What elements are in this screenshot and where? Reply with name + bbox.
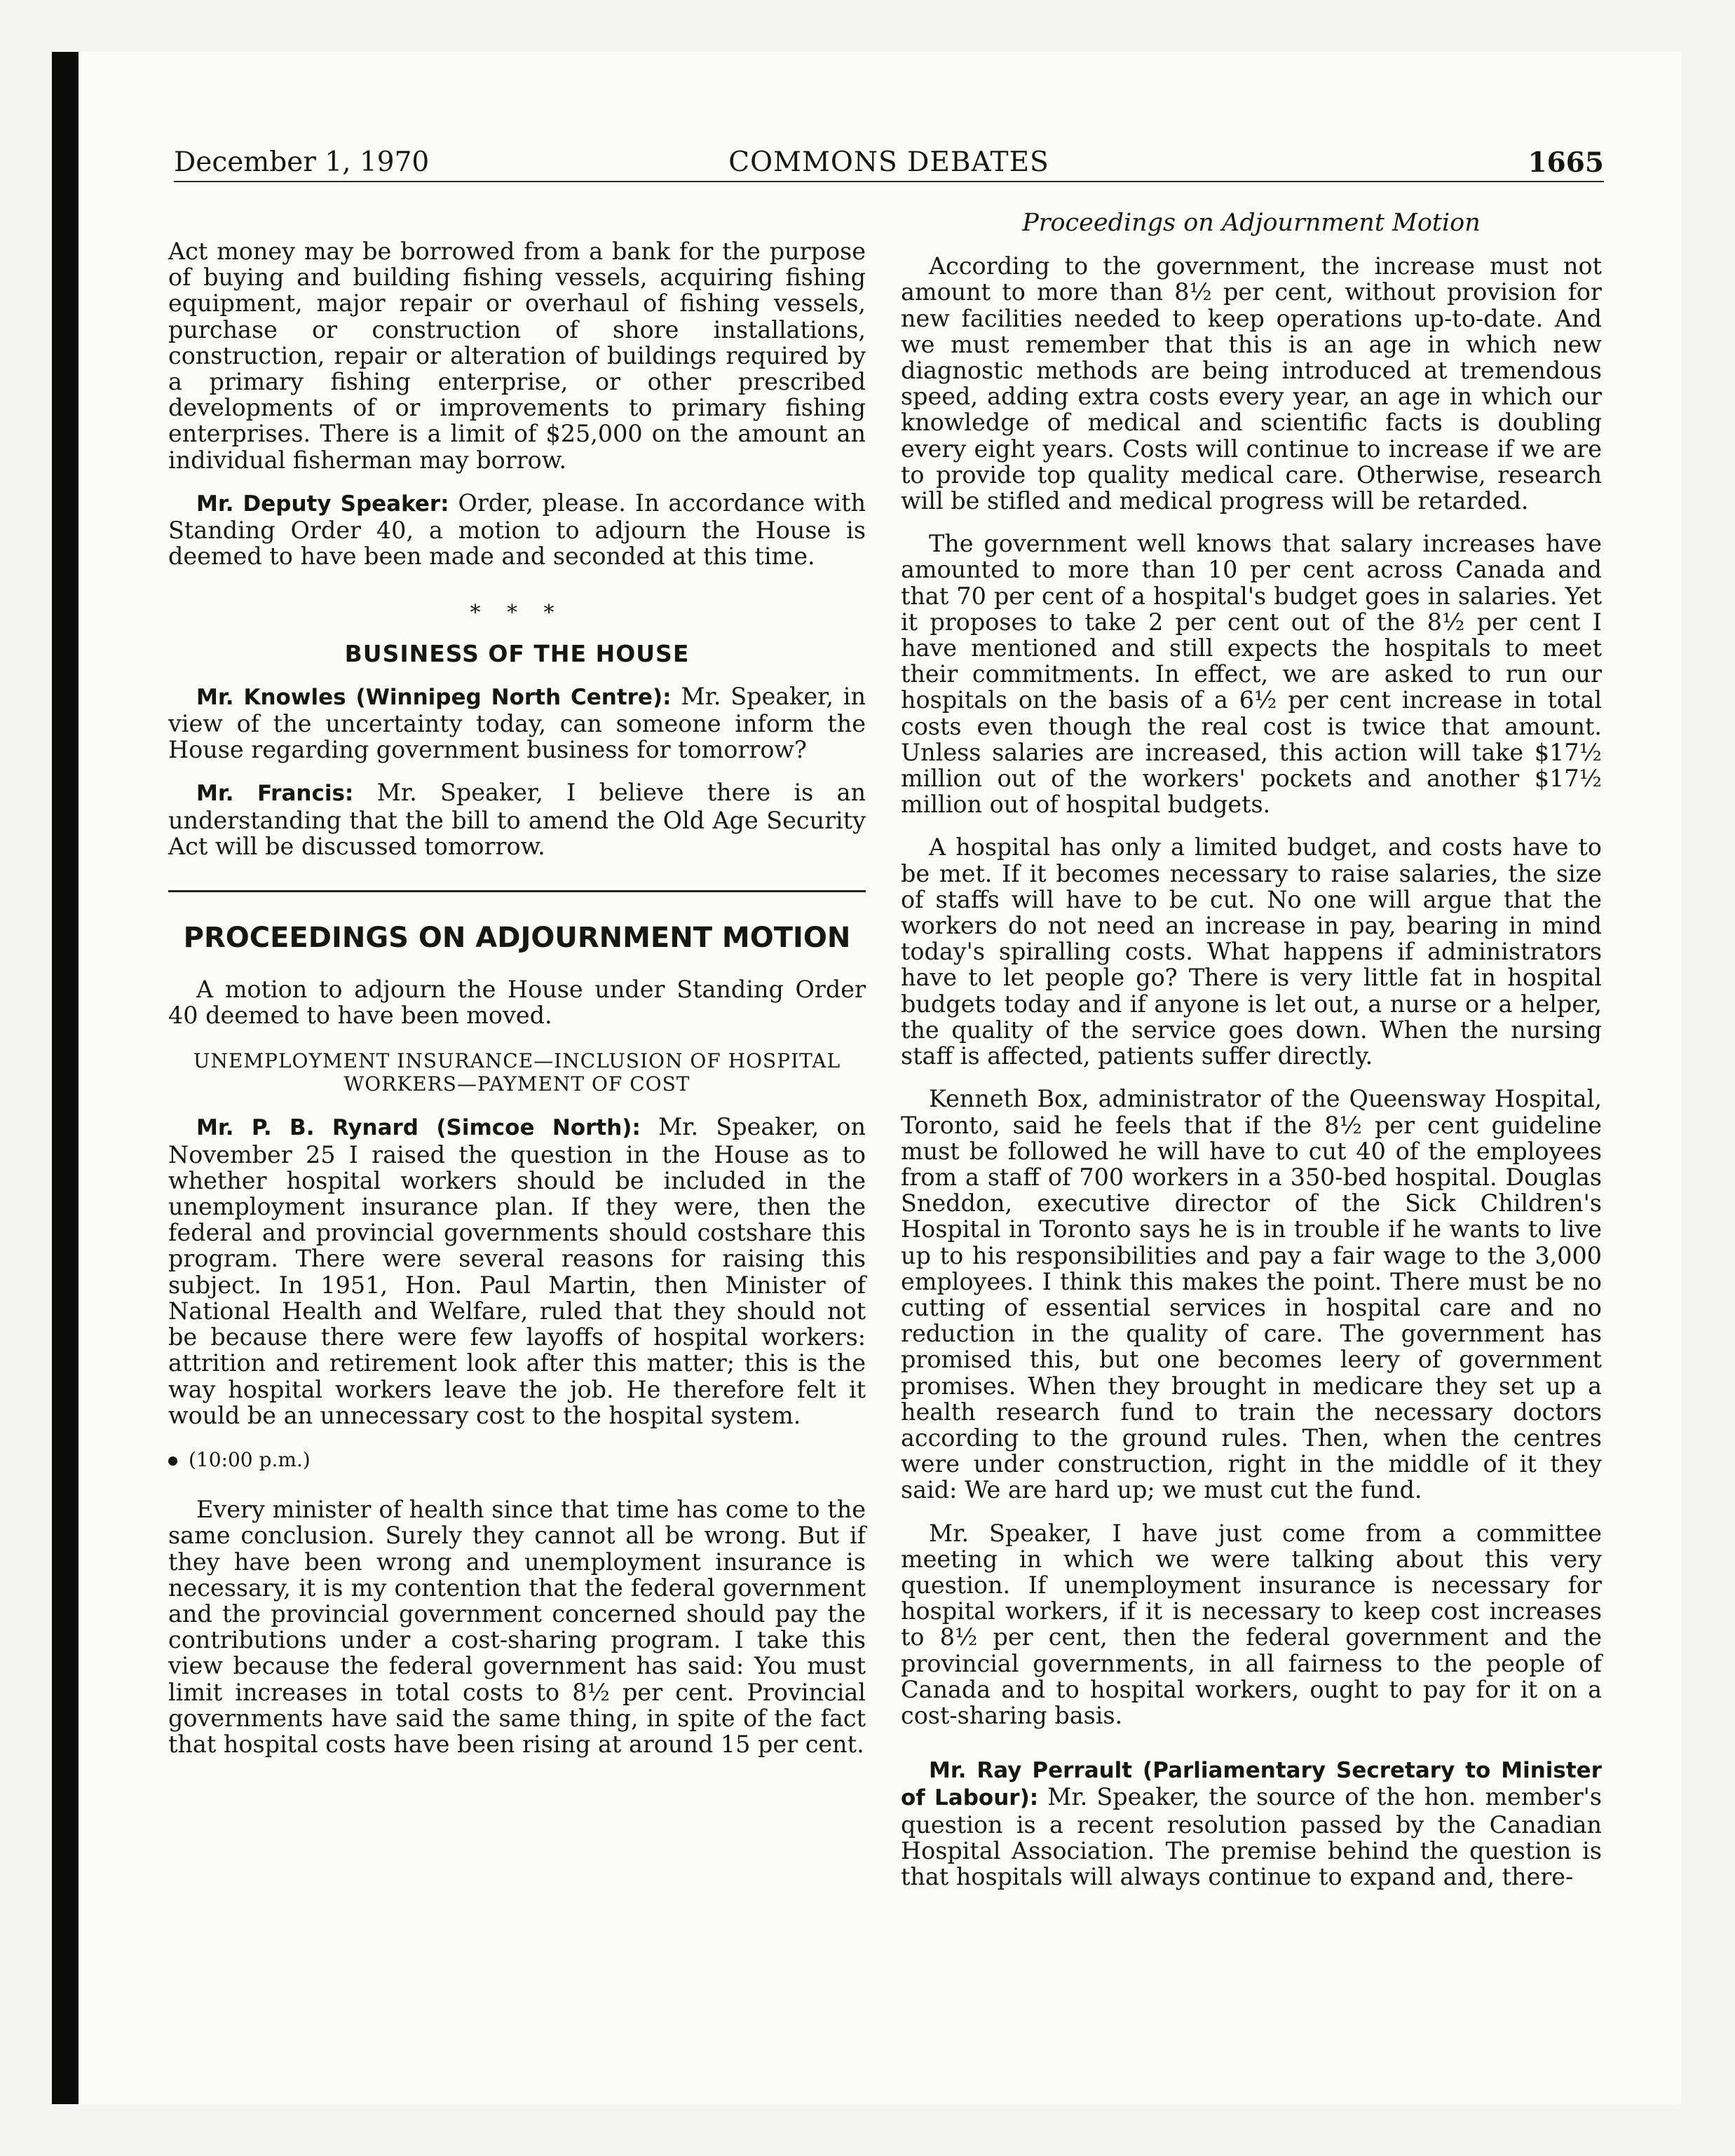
paragraph: According to the government, the increase must not amount to more than 8½ per cent, without provision for new facilities needed to keep operations up-to-date. And we must remember that this is an age in which new diagnostic methods are being introduced at tremendous speed, adding extra costs every year, an age in which our knowledge of medical and scientific facts is doubling every eight years. Costs will continue to increase if we are to provide top quality medical care. Otherwise, research will be stifled and medical progress will be retarded. — [901, 252, 1602, 515]
paragraph: Kenneth Box, administrator of the Queensway Hospital, Toronto, said he feels that if the 8½ per cent guideline must be followed he will have to cut 40 of the employees from a staff of 700 workers in a 350-bed hospital. Douglas Sneddon, executive director of the Sick Children's Hospital in Toronto says he is in trouble if he wants to live up to his responsibilities and pay a fair wage to the 3,000 employees. I think this makes the point. There must be no cutting of essential services in hospital care and no reduction in the quality of care. The government has promised this, but one becomes leery of government promises. When they brought in medicare they set up a health research fund to train the necessary doctors according to the ground rules. Then, when the centres were under construction, right in the middle of it they said: We are hard up; we must cut the fund. — [901, 1085, 1602, 1504]
paragraph: A motion to adjourn the House under Standing Order 40 deemed to have been moved. — [168, 976, 866, 1030]
paragraph: Mr. Speaker, I have just come from a committee meeting in which we were talking about this very question. If unemployment insurance is necessary for hospital workers, if it is necessary to keep cost increases to 8½ per cent, then the federal government and the provincial governments, in all fairness to the people of Canada and to hospital workers, ought to pay for it on a cost-sharing basis. — [901, 1519, 1602, 1729]
time-stamp — [168, 1447, 866, 1473]
speaker-name: Mr. Knowles (Winnipeg North Centre): — [196, 684, 672, 710]
bullet-icon — [168, 1456, 177, 1466]
speech-paragraph — [168, 779, 866, 859]
header-title: COMMONS DEBATES — [728, 146, 1049, 178]
right-column — [901, 210, 1602, 1906]
time-text: (10:00 p.m.) — [189, 1447, 311, 1471]
speech-paragraph — [168, 490, 866, 570]
speech-paragraph — [901, 1756, 1602, 1890]
sub-heading: UNEMPLOYMENT INSURANCE—INCLUSION OF HOSPITAL WORKERS—PAYMENT OF COST — [193, 1049, 841, 1096]
speech-text: Mr. Speaker, I believe there is an understanding that the bill to amend the Old Age Security Act will be discussed tomorrow. — [168, 779, 866, 860]
speech-paragraph — [168, 683, 866, 763]
header-date: December 1, 1970 — [174, 146, 430, 178]
speech-paragraph — [168, 1114, 866, 1428]
running-head: Proceedings on Adjournment Motion — [1022, 209, 1481, 237]
speech-text: Mr. Speaker, on November 25 I raised the question in the House as to whether hospital workers should be included in the unemployment insurance plan. If they were, then the federal and provincial governments should costshare this program. There were several reasons for raising this subject. In 1951, Hon. Paul Martin, then Minister of National Health and Welfare, ruled that they should not be because there were few layoffs of hospital workers: attrition and retirement look after this matter; this is the way hospital workers leave the job. He therefore felt it would be an unnecessary cost to the hospital system. — [168, 1113, 866, 1429]
main-heading: PROCEEDINGS ON ADJOURNMENT MOTION — [183, 922, 851, 955]
scan-edge — [52, 52, 79, 2104]
page-header — [174, 144, 1604, 182]
speaker-name: Mr. P. B. Rynard (Simcoe North): — [196, 1115, 641, 1141]
paragraph: A hospital has only a limited budget, and costs have to be met. If it becomes necessary to raise salaries, the size of staffs will have to be cut. No one will argue that the workers do not need an increase in pay, bearing in mind today's spiralling costs. What happens if administrators have to let people go? There is very little fat in hospital budgets today and if anyone is let out, a nurse or a helper, the quality of the service goes down. When the nursing staff is affected, patients suffer directly. — [901, 833, 1602, 1070]
paragraph: Every minister of health since that time has come to the same conclusion. Surely they cannot all be wrong. But if they have been wrong and unemployment insurance is necessary, it is my contention that the federal government and the provincial government concerned should pay the contributions under a cost-sharing program. I take this view because the federal government has said: You must limit increases in total costs to 8½ per cent. Provincial governments have said the same thing, in spite of the fact that hospital costs have been rising at around 15 per cent. — [168, 1496, 866, 1758]
page-number: 1665 — [1528, 146, 1604, 179]
speaker-name: Mr. Ray Perrault (Parliamentary Secretary to Minister of Labour): — [901, 1758, 1602, 1811]
speech-text: Order, please. In accordance with Standing Order 40, a motion to adjourn the House is deemed to have been made and seconded at this time. — [168, 489, 866, 571]
left-column — [168, 238, 866, 1774]
section-heading: BUSINESS OF THE HOUSE — [344, 639, 690, 667]
speaker-name: Mr. Deputy Speaker: — [196, 491, 449, 517]
horizontal-rule — [168, 890, 866, 892]
speech-text: Mr. Speaker, the source of the hon. member's question is a recent resolution passed by the Canadian Hospital Association. The premise behind the question is that hospitals will always continue to expand and, there- — [901, 1783, 1602, 1890]
section-separator: * * * — [470, 601, 564, 626]
paragraph: The government well knows that salary increases have amounted to more than 10 per cent across Canada and that 70 per cent of a hospital's budget goes in salaries. Yet it proposes to take 2 per cent out of the 8½ per cent I have mentioned and still expects the hospitals to meet their commitments. In effect, we are asked to run our hospitals on the basis of a 6½ per cent increase in total costs even though the real cost is twice that amount. Unless salaries are increased, this action will take $17½ million out of the workers' pockets and another $17½ million out of hospital budgets. — [901, 530, 1602, 819]
speaker-name: Mr. Francis: — [196, 781, 354, 807]
speech-text: Mr. Speaker, in view of the uncertainty today, can someone inform the House regarding government business for tomorrow? — [168, 682, 866, 764]
paragraph: Act money may be borrowed from a bank for the purpose of buying and building fishing vessels, acquiring fishing equipment, major repair or overhaul of fishing vessels, purchase or construction of shore installations, construction, repair or alteration of buildings required by a primary fishing enterprise, or other prescribed developments of or improvements to primary fishing enterprises. There is a limit of $25,000 on the amount an individual fisherman may borrow. — [168, 238, 866, 474]
